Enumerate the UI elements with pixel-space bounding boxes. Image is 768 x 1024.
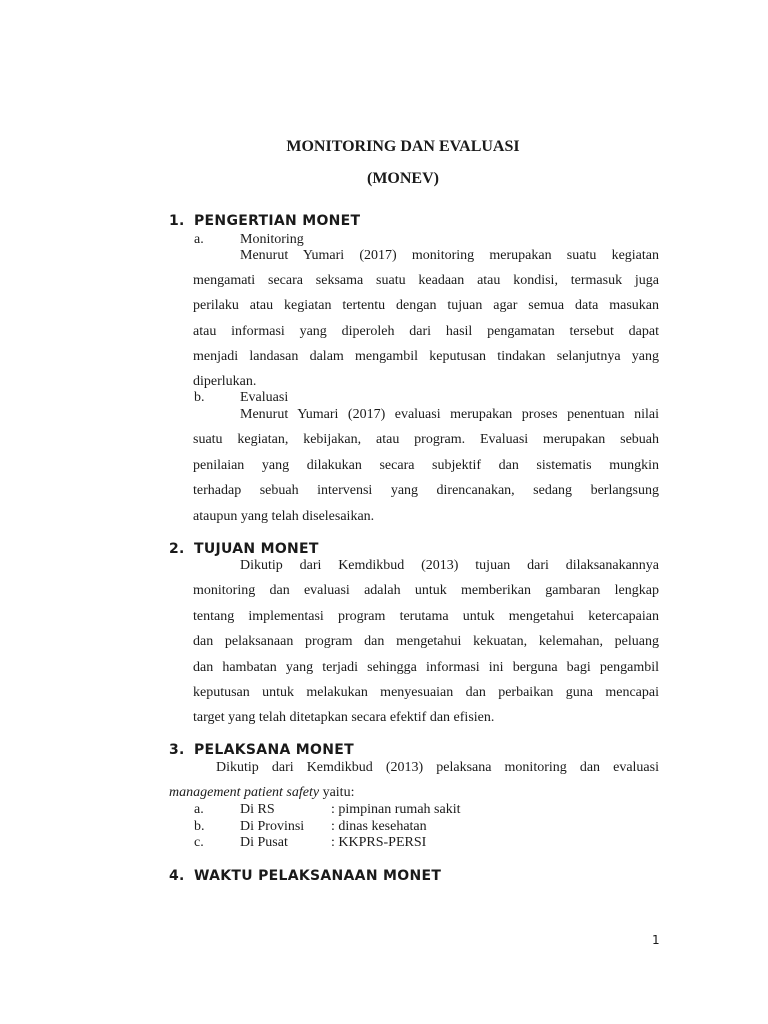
paragraph-line: atau informasi yang diperoleh dari hasil pengamatan tersebut dapat (193, 324, 659, 339)
paragraph-line (169, 785, 354, 801)
list-value: : pimpinan rumah sakit (331, 802, 461, 817)
paragraph-line: perilaku atau kegiatan tertentu dengan tujuan agar semua data masukan (193, 298, 659, 313)
italic-term: management patient safety (169, 785, 320, 800)
paragraph-line: ataupun yang telah diselesaikan. (193, 509, 375, 524)
paragraph-line: terhadap sebuah intervensi yang direncanakan, sedang berlangsung (193, 483, 659, 498)
section-heading: PELAKSANA MONET (194, 742, 354, 758)
document-subtitle: (MONEV) (367, 170, 439, 187)
item-letter: b. (194, 390, 205, 405)
paragraph-line: target yang telah ditetapkan secara efektif dan efisien. (193, 710, 495, 725)
list-value: : dinas kesehatan (331, 819, 427, 834)
paragraph-line: suatu kegiatan, kebijakan, atau program. Evaluasi merupakan sebuah (193, 432, 659, 447)
section-number: 2. (169, 541, 185, 557)
list-value: : KKPRS-PERSI (331, 835, 427, 850)
list-place: Di Pusat (240, 835, 288, 850)
section-number: 1. (169, 213, 185, 229)
list-place: Di RS (240, 802, 275, 817)
section-number: 3. (169, 742, 185, 758)
section-heading: PENGERTIAN MONET (194, 213, 361, 229)
paragraph-line: dan hambatan yang terjadi sehingga informasi ini berguna bagi pengambil (193, 660, 659, 675)
paragraph-line: diperlukan. (193, 374, 257, 389)
paragraph-line: mengamati secara seksama suatu keadaan atau kondisi, termasuk juga (193, 273, 659, 288)
section-heading: WAKTU PELAKSANAAN MONET (194, 868, 442, 884)
paragraph-line: dan pelaksanaan program dan mengetahui kekuatan, kelemahan, peluang (193, 634, 659, 649)
paragraph-line: keputusan untuk melakukan menyesuaian dan perbaikan guna mencapai (193, 685, 659, 700)
list-letter: b. (194, 819, 205, 834)
paragraph-line: monitoring dan evaluasi adalah untuk memberikan gambaran lengkap (193, 583, 659, 598)
list-letter: a. (194, 802, 204, 817)
paragraph-line: Dikutip dari Kemdikbud (2013) tujuan dari dilaksanakannya (240, 558, 659, 573)
section-heading: TUJUAN MONET (194, 541, 319, 557)
item-letter: a. (194, 232, 204, 247)
list-letter: c. (194, 835, 204, 850)
paragraph-line: Menurut Yumari (2017) evaluasi merupakan proses penentuan nilai (240, 407, 659, 422)
paragraph-line: menjadi landasan dalam mengambil keputusan tindakan selanjutnya yang (193, 349, 659, 364)
item-label: Monitoring (240, 232, 304, 247)
paragraph-line: Dikutip dari Kemdikbud (2013) pelaksana monitoring dan evaluasi (216, 760, 659, 775)
paragraph-line: tentang implementasi program terutama untuk mengetahui ketercapaian (193, 609, 659, 624)
section-number: 4. (169, 868, 185, 884)
line-text: yaitu: (319, 785, 355, 800)
paragraph-line: Menurut Yumari (2017) monitoring merupakan suatu kegiatan (240, 248, 659, 263)
document-title: MONITORING DAN EVALUASI (286, 138, 520, 155)
paragraph-line: penilaian yang dilakukan secara subjektif dan sistematis mungkin (193, 458, 659, 473)
list-place: Di Provinsi (240, 819, 305, 834)
item-label: Evaluasi (240, 390, 289, 405)
page-number: 1 (652, 933, 660, 947)
